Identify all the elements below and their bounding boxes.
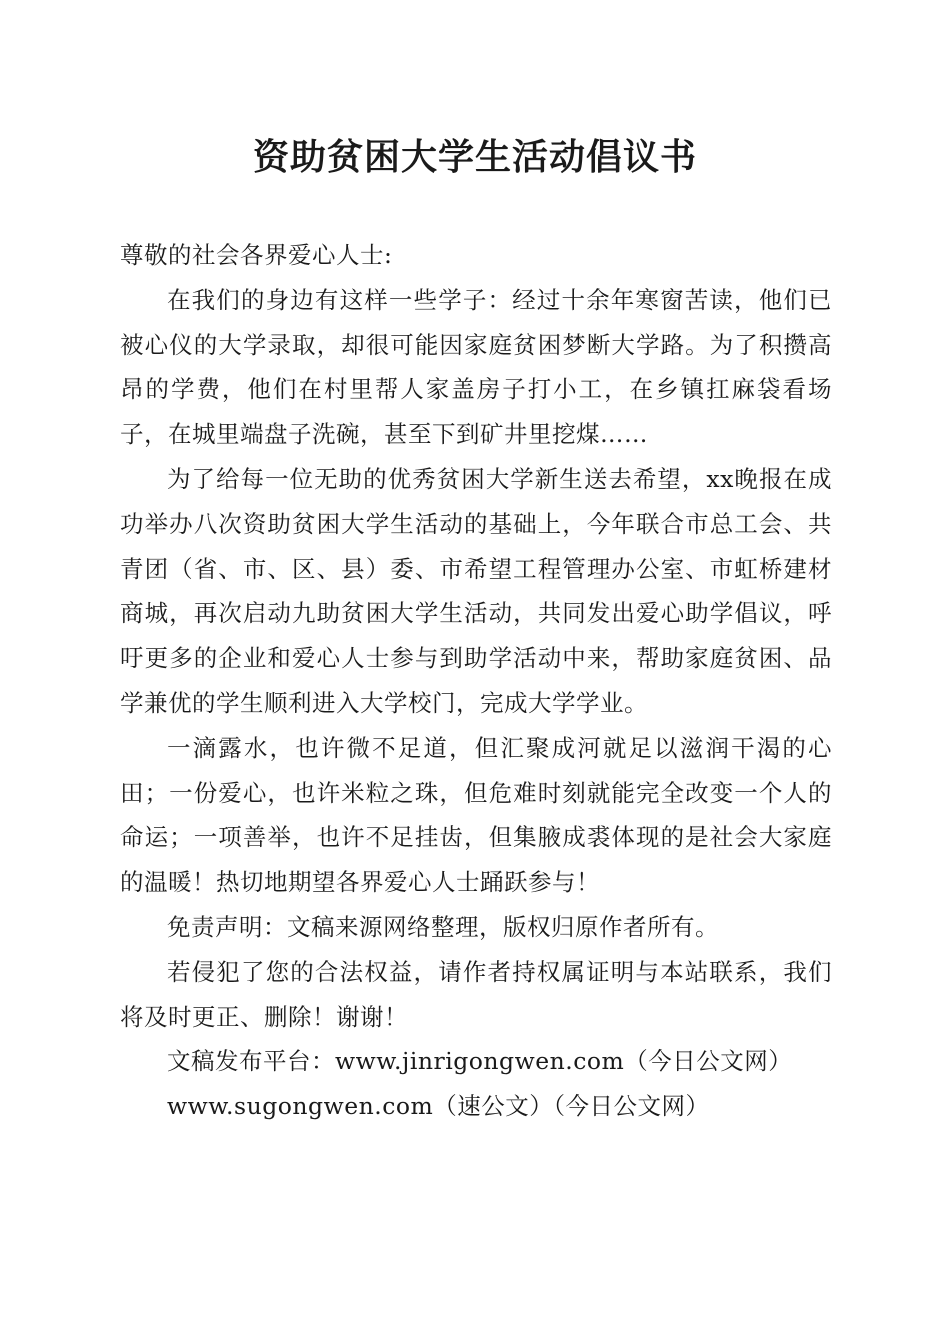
- salutation: 尊敬的社会各界爱心人士:: [120, 241, 393, 269]
- publish-platform: 文稿发布平台：www.jinrigongwen.com（今日公文网）: [167, 1047, 793, 1076]
- copyright-notice: 若侵犯了您的合法权益，请作者持权属证明与本站联系，我们将及时更正、删除！谢谢！: [120, 957, 832, 1031]
- paragraph-3: 一滴露水，也许微不足道，但汇聚成河就足以滋润干渴的心田；一份爱心，也许米粒之珠，但危难时刻就能完全改变一个人的命运；一项善举，也许不足挂齿，但集腋成裘体现的是社会大家庭的温暖！热切地期望各界爱心人士踊跃参与！: [120, 733, 832, 897]
- paragraph-1: 在我们的身边有这样一些学子：经过十余年寒窗苦读，他们已被心仪的大学录取，却很可能因家庭贫困梦断大学路。为了积攒高昂的学费，他们在村里帮人家盖房子打小工，在乡镇扛麻袋看场子，在城里端盘子洗碗，甚至下到矿井里挖煤……: [120, 285, 832, 449]
- paragraph-2: 为了给每一位无助的优秀贫困大学新生送去希望，xx晚报在成功举办八次资助贫困大学生活动的基础上，今年联合市总工会、共青团（省、市、区、县）委、市希望工程管理办公室、市虹桥建材商城，再次启动九助贫困大学生活动，共同发出爱心助学倡议，呼吁更多的企业和爱心人士参与到助学活动中来，帮助家庭贫困、品学兼优的学生顺利进入大学校门，完成大学学业。: [120, 464, 832, 717]
- disclaimer: 免责声明：文稿来源网络整理，版权归原作者所有。: [167, 912, 719, 941]
- document-body: [120, 233, 832, 1129]
- document-title: 资助贫困大学生活动倡议书: [252, 136, 697, 178]
- publish-platform-alt: www.sugongwen.com（速公文）（今日公文网）: [167, 1092, 710, 1121]
